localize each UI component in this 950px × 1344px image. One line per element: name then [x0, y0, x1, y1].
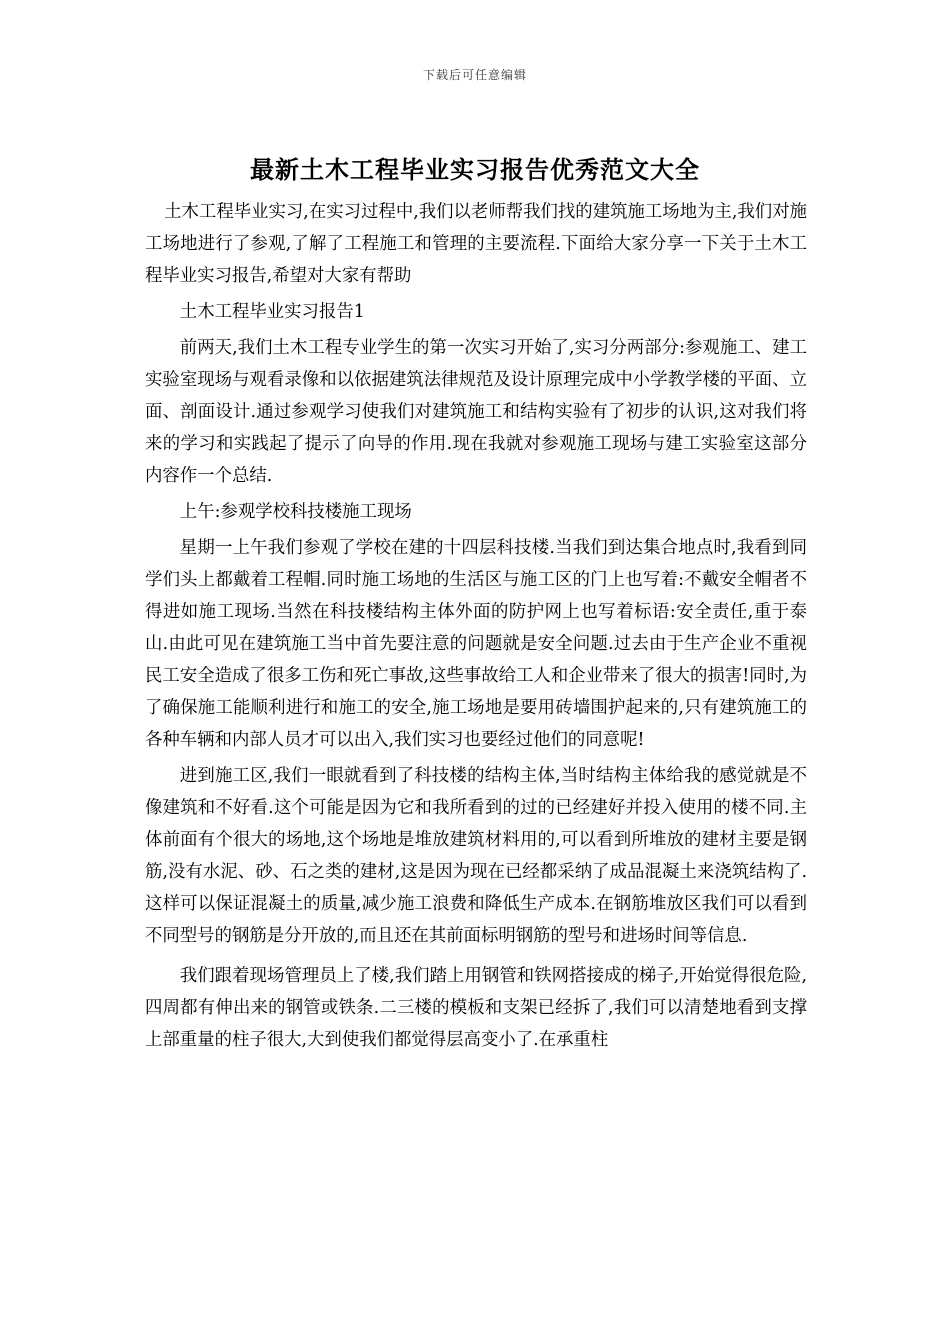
intro-paragraph: 土木工程毕业实习,在实习过程中,我们以老师帮我们找的建筑施工场地为主,我们对施工场地进行了参观,了解了工程施工和管理的主要流程.下面给大家分享一下关于土木工程毕业实习报告,希望对大家有帮助 [145, 202, 807, 286]
paragraph: 星期一上午我们参观了学校在建的十四层科技楼.当我们到达集合地点时,我看到同学们头上都戴着工程帽.同时施工场地的生活区与施工区的门上也写着:不戴安全帽者不得进如施工现场.当然在科技楼结构主体外面的防护网上也写着标语:安全责任,重于泰山.由此可见在建筑施工当中首先要注意的问题就是安全问题.过去由于生产企业不重视民工安全造成了很多工伤和死亡事故,这些事故给工人和企业带来了很大的损害!同时,为了确保施工能顺利进行和施工的安全,施工场地是要用砖墙围护起来的,只有建筑施工的各种车辆和内部人员才可以出入,我们实习也要经过他们的同意呢! [145, 538, 807, 750]
paragraph: 进到施工区,我们一眼就看到了科技楼的结构主体,当时结构主体给我的感觉就是不像建筑和不好看.这个可能是因为它和我所看到的过的已经建好并投入使用的楼不同.主体前面有个很大的场地,这个场地是堆放建筑材料用的,可以看到所堆放的建材主要是钢筋,没有水泥、砂、石之类的建材,这是因为现在已经都采纳了成品混凝土来浇筑结构了.这样可以保证混凝土的质量,减少施工浪费和降低生产成本.在钢筋堆放区我们可以看到不同型号的钢筋是分开放的,而且还在其前面标明钢筋的型号和进场时间等信息. [145, 766, 807, 946]
document-body [145, 196, 807, 1056]
paragraph: 前两天,我们土木工程专业学生的第一次实习开始了,实习分两部分:参观施工、建工实验室现场与观看录像和以依据建筑法律规范及设计原理完成中小学教学楼的平面、立面、剖面设计.通过参观学习使我们对建筑施工和结构实验有了初步的认识,这对我们将来的学习和实践起了提示了向导的作用.现在我就对参观施工现场与建工实验室这部分内容作一个总结. [145, 338, 807, 486]
section-heading-report-1: 土木工程毕业实习报告1 [179, 302, 365, 322]
section-heading-morning: 上午:参观学校科技楼施工现场 [179, 502, 412, 522]
header-note: 下载后可任意编辑 [422, 68, 527, 82]
paragraph: 我们跟着现场管理员上了楼,我们踏上用钢管和铁网搭接成的梯子,开始觉得很危险,四周都有伸出来的钢管或铁条.二三楼的模板和支架已经拆了,我们可以清楚地看到支撑上部重量的柱子很大,大到使我们都觉得层高变小了.在承重柱 [145, 966, 807, 1050]
document-title: 最新土木工程毕业实习报告优秀范文大全 [250, 155, 700, 184]
